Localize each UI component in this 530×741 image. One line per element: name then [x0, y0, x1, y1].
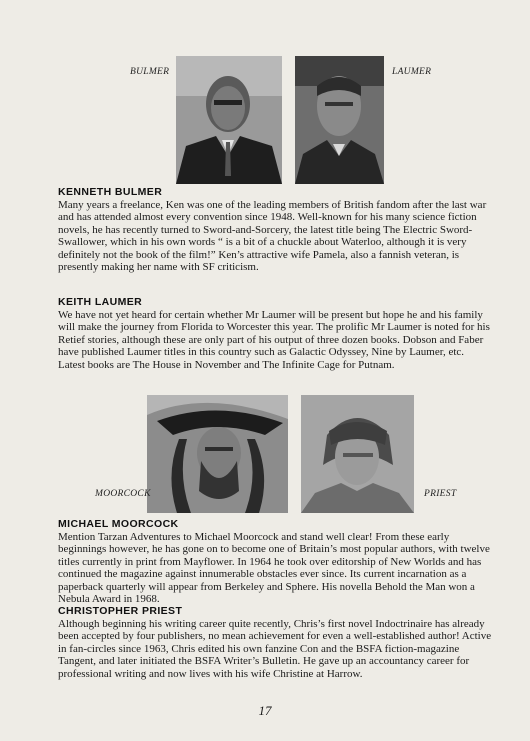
priest-body [58, 618, 492, 680]
laumer-text: We have not yet heard for certain whether Mr Laumer will be present but hope he and his family will make the journey from Florida to Worcester this year. The prolific Mr Laumer is noted for his Retief stories, although these are only part of his output of three dozen books. Dobson and Faber have published Laumer titles in this country such as Galactic Odyssey, Nine by Laumer, etc. Latest books are The House in November and The Infinite Cage for Putnam. [58, 309, 490, 371]
laumer-heading: KEITH LAUMER [58, 296, 143, 308]
priest-heading: CHRISTOPHER PRIEST [58, 605, 183, 617]
bulmer-portrait [176, 56, 282, 184]
page-number: 17 [258, 703, 272, 718]
laumer-portrait [295, 56, 384, 184]
laumer-caption: LAUMER [392, 67, 432, 77]
moorcock-text: Mention Tarzan Adventures to Michael Moorcock and stand well clear! From these early beginnings however, he has gone on to become one of Britain’s most popular authors, with twelve titles currently in print from Mayflower. In 1964 he took over editorship of New Worlds and has continued the magazine against innumerable obstacles ever since. Its current incarnation as a paperback quarterly will appear from Berkeley and Sphere. His novella Behold the Man won a Nebula Award in 1968. [58, 531, 490, 606]
moorcock-body [58, 531, 492, 605]
moorcock-portrait [147, 395, 288, 513]
priest-portrait [301, 395, 414, 513]
moorcock-heading: MICHAEL MOORCOCK [58, 518, 179, 530]
bulmer-body [58, 199, 492, 273]
priest-caption: PRIEST [424, 489, 457, 499]
moorcock-caption: MOORCOCK [95, 489, 151, 499]
bulmer-text: Many years a freelance, Ken was one of the leading members of British fandom after the last war and has attended almost every convention since 1948. Well-known for his many science fiction novels, he has recently turned to Sword-and-Sorcery, the latest title being The Electric Sword-Swallower, which in his own words “ is a bit of a chuckle about Waterloo, although it is very definitely not the book of the film!” Ken’s attractive wife Pamela, also a fannish veteran, is presently making her name with SF criticism. [58, 199, 487, 274]
bulmer-heading: KENNETH BULMER [58, 186, 163, 198]
laumer-body [58, 309, 492, 371]
priest-text: Although beginning his writing career quite recently, Chris’s first novel Indoctrinaire has already been accepted by four publishers, no mean achievement for even a well-established author! Active in fan-circles since 1963, Chris edited his own fanzine Con and the BSFA fiction-magazine Tangent, and later initiated the BSFA Writer’s Bulletin. He gave up an accountancy career for professional writing and now lives with his wife Christine at Harrow. [58, 618, 492, 680]
bulmer-caption: BULMER [130, 67, 170, 77]
